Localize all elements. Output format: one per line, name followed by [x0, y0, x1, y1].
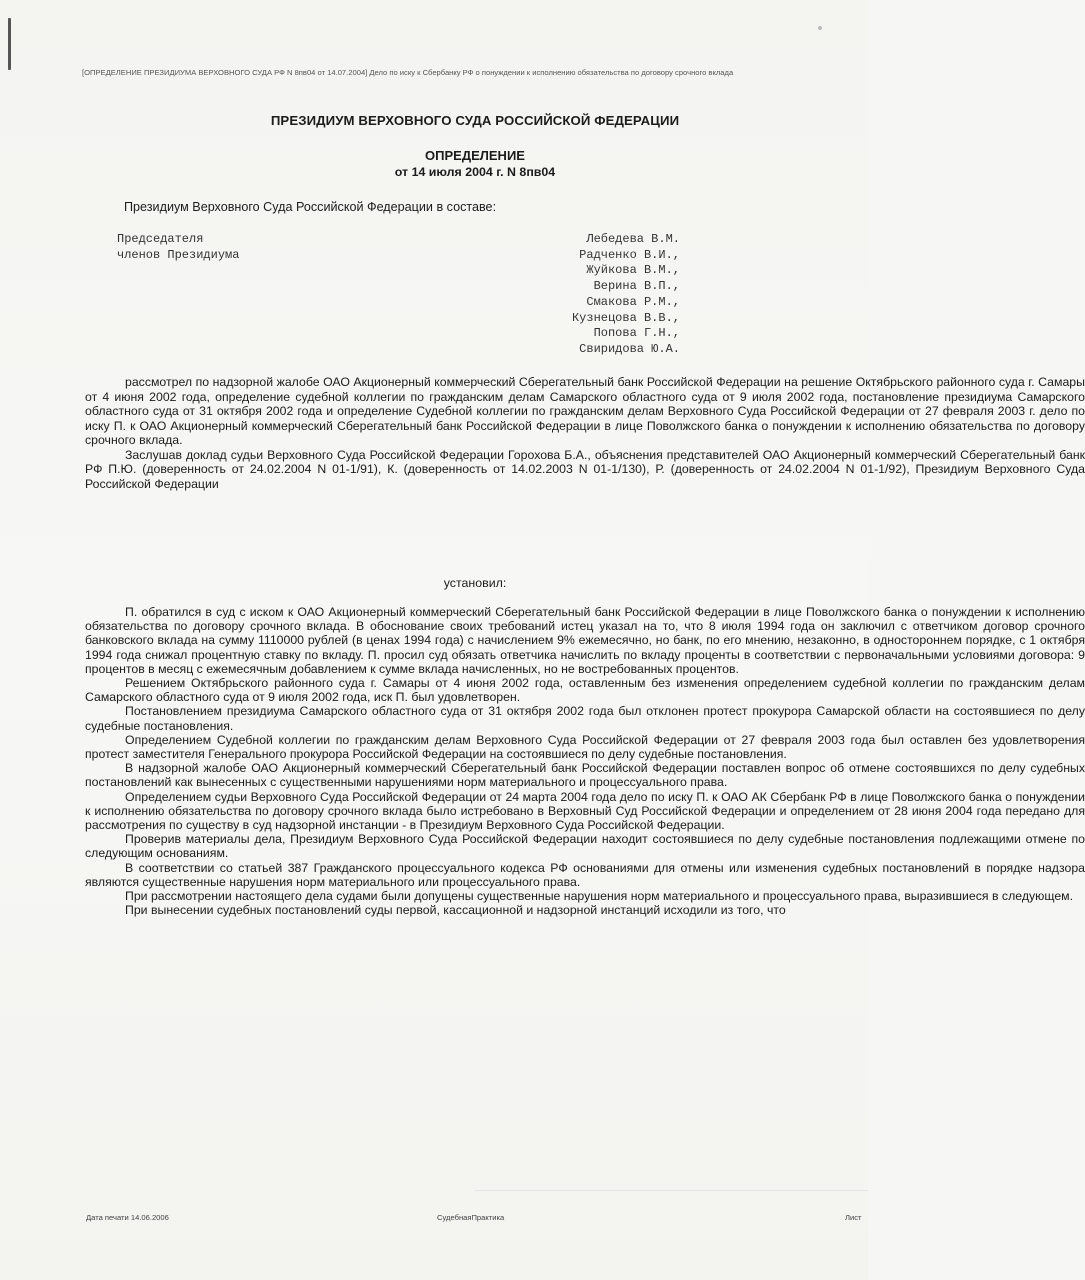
paragraph: Решением Октябрьского районного суда г. Самары от 4 июня 2002 года, оставленным без изменения определением судебной коллегии по гражданским делам Самарского областного суда от 9 июля 2002 года, иск П. был удовлетворен.	[85, 676, 1085, 705]
established-heading: установил:	[443, 576, 507, 590]
roles-list	[117, 232, 239, 263]
member-name: Кузнецова В.В.,	[571, 310, 680, 325]
main-text	[85, 605, 1085, 917]
paragraph: Проверив материалы дела, Президиум Верховного Суда Российской Федерации находит состоявшиеся по делу судебные постановления подлежащими отмене по следующим основаниям.	[85, 832, 1085, 861]
publisher-label: СудебнаяПрактика	[437, 1213, 505, 1222]
member-name: Лебедева В.М.	[586, 232, 680, 246]
paragraph: Заслушав доклад судьи Верховного Суда Российской Федерации Горохова Б.А., объяснения представителей ОАО Акционерный коммерческий Сберегательный банк РФ П.Ю. (доверенность от 24.02.2004 N 01-1/91), К. (доверенность от 14.02.2003 N 01-1/130), Р. (доверенность от 24.02.2004 N 01-1/92), Президиум Верховного Суда Российской Федерации	[85, 447, 1085, 491]
member-name: Свиридова Ю.А.	[579, 341, 680, 356]
paragraph: В надзорной жалобе ОАО Акционерный коммерческий Сберегательный банк Российской Федерации поставлен вопрос об отмене состоявшихся по делу судебных постановлений как вынесенных с существенными нарушениями норм материального и процессуального права.	[85, 761, 1085, 790]
paragraph: В соответствии со статьей 387 Гражданского процессуального кодекса РФ основаниями для отмены или изменения судебных постановлений в порядке надзора являются существенные нарушения норм материального или процессуального права.	[85, 860, 1085, 889]
paragraph: П. обратился в суд с иском к ОАО Акционерный коммерческий Сберегательный банк Российской Федерации в лице Поволжского банка о понуждении к исполнению обязательства по договору срочного вклада. В обоснование своих требований истец указал на то, что 8 июля 1994 года он заключил с ответчиком договор срочного банковского вклада на сумму 1110000 рублей (в ценах 1994 года) с начислением 9% ежемесячно, но банк, по его мнению, незаконно, в одностороннем порядке, с 1 октября 1994 года снижал процентную ставку по вкладу. П. просил суд обязать ответчика начислить по вкладу проценты в соответствии с первоначальными условиями договора: 9 процентов в месяц с ежемесячным добавлением к сумме вклада начисленных, но не востребованных процентов.	[85, 605, 1085, 676]
member-name: Смакова Р.М.,	[586, 294, 680, 309]
footer-divider	[475, 1190, 868, 1191]
paragraph: рассмотрел по надзорной жалобе ОАО Акционерный коммерческий Сберегательный банк Российской Федерации на решение Октябрьского районного суда г. Самары от 4 июня 2002 года, определение судебной коллегии по гражданским делам Самарского областного суда от 9 июля 2002 года, постановление президиума Самарского областного суда от 31 октября 2002 года и определение Судебной коллегии по гражданским делам Верховного Суда Российской Федерации от 27 февраля 2003 г. дело по иску П. к ОАО Акционерный коммерческий Сберегательный банк Российской Федерации в лице Поволжского банка о понуждении к исполнению обязательства по договору срочного вклада.	[85, 375, 1085, 447]
print-date: Дата печати 14.06.2006	[86, 1213, 169, 1222]
paragraph: Определением Судебной коллегии по гражданским делам Верховного Суда Российской Федерации от 27 февраля 2003 года был оставлен без удовлетворения протест заместителя Генерального прокурора Российской Федерации на состоявшиеся по делу судебные постановления.	[85, 732, 1085, 762]
member-name: Радченко В.И.,	[579, 247, 680, 262]
document-date: от 14 июля 2004 г. N 8пв04	[394, 165, 556, 179]
court-name: ПРЕЗИДИУМ ВЕРХОВНОГО СУДА РОССИЙСКОЙ ФЕДЕРАЦИИ	[270, 113, 680, 128]
binder-mark	[8, 18, 11, 70]
intro-text	[85, 375, 1085, 491]
paragraph: Постановлением президиума Самарского областного суда от 31 октября 2002 года был отклонен протест прокурора Самарской области на состоявшиеся по делу судебные постановления.	[85, 704, 1085, 733]
members-list	[520, 232, 680, 358]
document-title: ОПРЕДЕЛЕНИЕ	[425, 148, 525, 163]
member-name: Жуйкова В.М.,	[586, 263, 680, 278]
source-header: [ОПРЕДЕЛЕНИЕ ПРЕЗИДИУМА ВЕРХОВНОГО СУДА РФ N 8пв04 от 14.07.2004] Дело по иску к Сбербанку РФ о понуждении к исполнению обязательства по договору срочного вклада	[82, 68, 734, 77]
member-name: Попова Г.Н.,	[593, 326, 680, 341]
role-chairman: Председателя	[117, 232, 204, 246]
scan-speck	[818, 26, 822, 30]
composition-intro: Президиум Верховного Суда Российской Федерации в составе:	[124, 200, 497, 214]
paragraph: При вынесении судебных постановлений суды первой, кассационной и надзорной инстанций исходили из того, что	[125, 903, 786, 918]
member-name: Верина В.П.,	[593, 279, 680, 294]
role-members: членов Президиума	[117, 247, 240, 262]
paragraph: Определением судьи Верховного Суда Российской Федерации от 24 марта 2004 года дело по иску П. к ОАО АК Сбербанк РФ в лице Поволжского банка о понуждении к исполнению обязательства по договору срочного вклада было истребовано в Верховный Суд Российской Федерации и определением от 28 июня 2004 года передано для рассмотрения по существу в суд надзорной инстанции - в Президиум Верховного Суда Российской Федерации.	[85, 789, 1085, 833]
page-label: Лист	[845, 1213, 862, 1222]
paragraph: При рассмотрении настоящего дела судами были допущены существенные нарушения норм материального и процессуального права, выразившиеся в следующем.	[125, 889, 1074, 904]
